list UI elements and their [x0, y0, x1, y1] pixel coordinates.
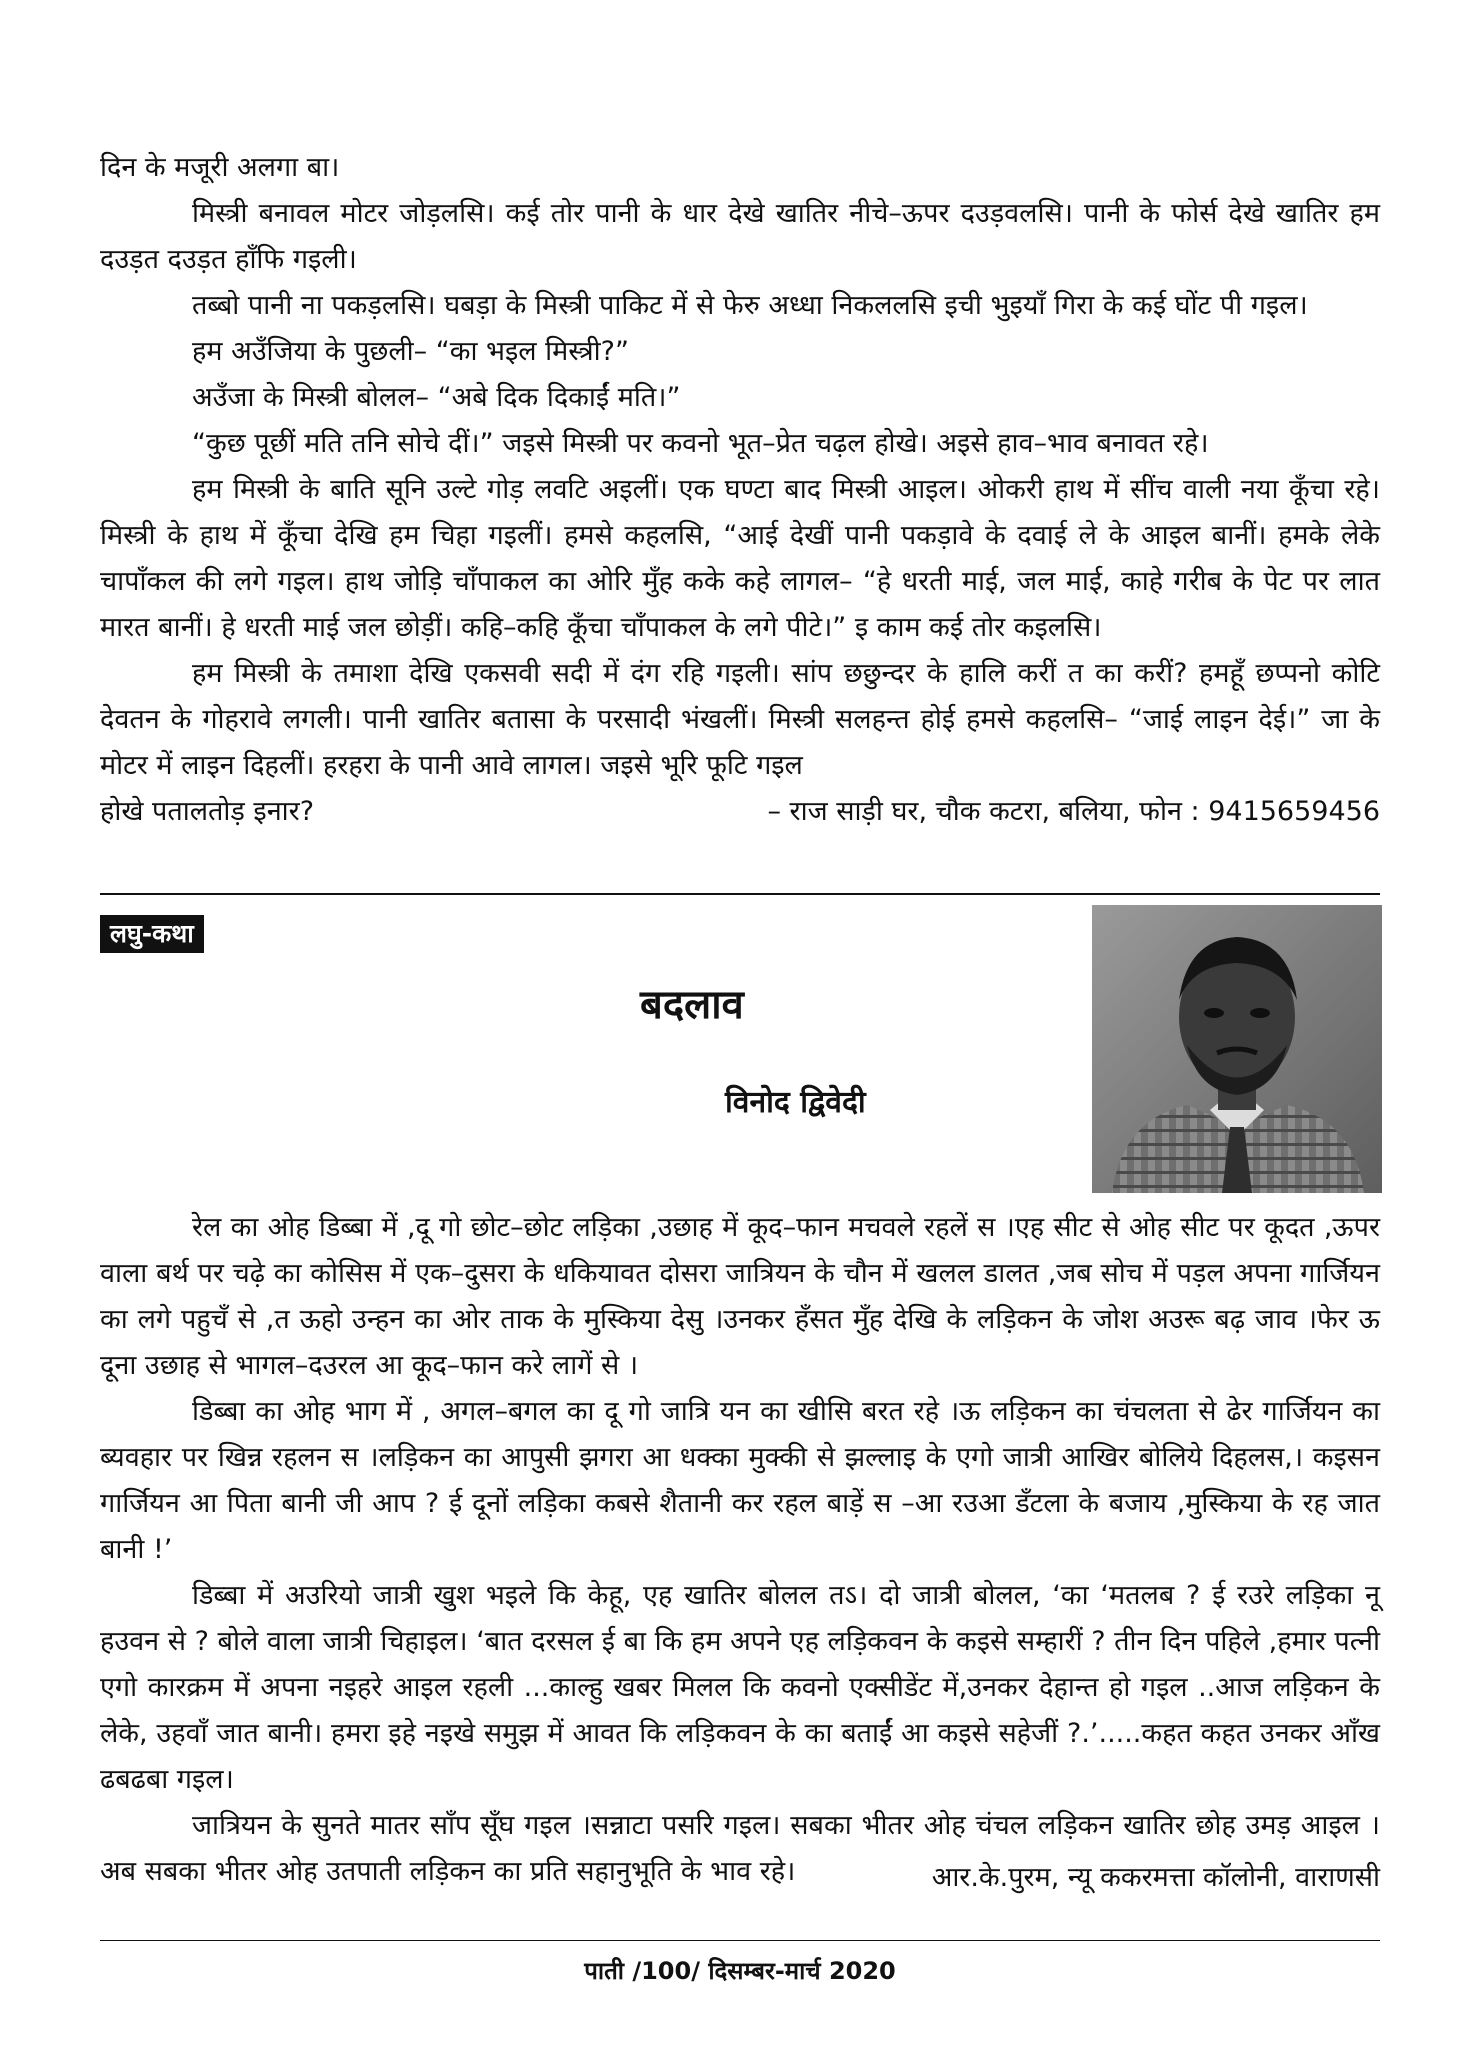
paragraph: हम अउँजिया के पुछली– “का भइल मिस्त्री?” — [192, 336, 629, 367]
portrait-image — [1092, 905, 1382, 1193]
story-paragraph: डिब्बा में अउरियो जात्री खुश भइले कि केहू, एह खातिर बोलल तऽ। दो जात्री बोलल, ‘का ‘मतलब ? ई रउरे लड़िका नू हउवन से ? बोले वाला जात्री चिहाइल। ‘बात दरसल ई बा कि हम अपने एह लड़िकवन के कइसे सम्हारीं ? तीन दिन पहिले ,हमार पत्नी एगो कारक्रम में अपना नइहरे आइल रहली ...काल्हु खबर मिलल कि कवनो एक्सीडेंट में,उनकर देहान्त हो गइल ..आज लड़िकन के लेके, उहवाँ जात बानी। हमरा इहे नइखे समुझ में आवत कि लड़िकवन के का बताईं आ कइसे सहेजीं ?.’.....कहत कहत उनकर आँख ढबढबा गइल। — [100, 1580, 1381, 1795]
paragraph: हम मिस्त्री के बाति सूनि उल्टे गोड़ लवटि अइलीं। एक घण्टा बाद मिस्त्री आइल। ओकरी हाथ में सींच वाली नया कूँचा रहे। मिस्त्री के हाथ में कूँचा देखि हम चिहा गइलीं। हमसे कहलसि, “आई देखीं पानी पकड़ावे के दवाई ले के आइल बानीं। हमके लेके चापाँकल की लगे गइल। हाथ जोड़ि चाँपाकल का ओरि मुँह कके कहे लागल– “हे धरती माई, जल माई, काहे गरीब के पेट पर लात मारत बानीं। हे धरती माई जल छोड़ीं। कहि–कहि कूँचा चाँपाकल के लगे पीटे।” इ काम कई तोर कइलसि। — [100, 474, 1380, 643]
story-body — [100, 1205, 1380, 1895]
paragraph: “कुछ पूछीं मति तनि सोचे दीं।” जइसे मिस्त्री पर कवनो भूत–प्रेत चढ़ल होखे। अइसे हाव–भाव बनावत रहे। — [192, 428, 1209, 459]
paragraph: अउँजा के मिस्त्री बोलल– “अबे दिक दिकाईं मति।” — [192, 382, 681, 413]
story-title: बदलाव — [640, 982, 744, 1028]
author-address: – राज साड़ी घर, चौक कटरा, बलिया, फोन : 9415659456 — [767, 796, 1380, 827]
story-paragraph: रेल का ओह डिब्बा में ,दू गो छोट–छोट लड़िका ,उछाह में कूद–फान मचवले रहलें स ।एह सीट से ओह सीट पर कूदत ,ऊपर वाला बर्थ पर चढ़े का कोसिस में एक–दुसरा के धकियावत दोसरा जात्रियन के चौन में खलल डालत ,जब सोच में पड़ल अपना गार्जियन का लगे पहुचँ से ,त ऊहो उन्हन का ओर ताक के मुस्किया देसु ।उनकर हँसत मुँह देखि के लड़िकन के जोश अउरू बढ़ जाव ।फेर ऊ दूना उछाह से भागल–दउरल आ कूद–फान करे लागें से । — [100, 1212, 1380, 1381]
story-credit: आर.के.पुरम, न्यू ककरमत्ता कॉलोनी, वाराणसी — [931, 1862, 1380, 1893]
section-divider — [100, 893, 1380, 895]
paragraph: हम मिस्त्री के तमाशा देखि एकसवी सदी में दंग रहि गइली। सांप छछुन्दर के हालि करीं त का करीं? हमहूँ छप्पनो कोटि देवतन के गोहरावे लगली। पानी खातिर बतासा के परसादी भंखलीं। मिस्त्री सलहन्त होई हमसे कहलसि– “जाई लाइन देई।” जा के मोटर में लाइन दिहलीं। हरहरा के पानी आवे लागल। जइसे भूरि फूटि गइल — [100, 658, 1380, 781]
footer-divider — [100, 1940, 1380, 1941]
paragraph: तब्बो पानी ना पकड़लसि। घबड़ा के मिस्त्री पाकिट में से फेरु अध्धा निकललसि इची भुइयाँ गिरा के कई घोंट पी गइल। — [192, 290, 1308, 321]
page-footer: पाती /100/ दिसम्बर-मार्च 2020 — [584, 1957, 896, 1985]
story-paragraph: डिब्बा का ओह भाग में , अगल–बगल का दू गो जात्रि यन का खीसि बरत रहे ।ऊ लड़िकन का चंचलता से ढेर गार्जियन का ब्यवहार पर खिन्न रहलन स ।लड़िकन का आपुसी झगरा आ धक्का मुक्की से झल्लाइ के एगो जात्री आखिर बोलिये दिहलस,। कइसन गार्जियन आ पिता बानी जी आप ? ई दूनों लड़िका कबसे शैतानी कर रहल बाड़ें स –आ रउआ डँटला के बजाय ,मुस्किया के रह जात बानी !’ — [100, 1396, 1380, 1565]
paragraph: मिस्त्री बनावल मोटर जोड़लसि। कई तोर पानी के धार देखे खातिर नीचे–ऊपर दउड़वलसि। पानी के फोर्स देखे खातिर हम दउड़त दउड़त हाँफि गइली। — [100, 198, 1380, 275]
paragraph: दिन के मजूरी अलगा बा। — [100, 152, 340, 183]
story-paragraph: जात्रियन के सुनते मातर साँप सूँघ गइल ।सन्नाटा पसरि गइल। सबका भीतर ओह चंचल लड़िकन खातिर छोह उमड़ आइल ।अब सबका भीतर ओह उतपाती लड़िकन का प्रति सहानुभूति के भाव रहे। — [100, 1810, 1380, 1887]
closing-text: होखे पतालतोड़ इनार? — [100, 796, 315, 827]
previous-story-continuation — [100, 145, 1380, 835]
story-author: विनोद द्विवेदी — [725, 1085, 866, 1120]
section-tag: लघु-कथा — [100, 915, 204, 953]
author-photo — [1092, 905, 1382, 1193]
closing-line — [100, 789, 1380, 835]
